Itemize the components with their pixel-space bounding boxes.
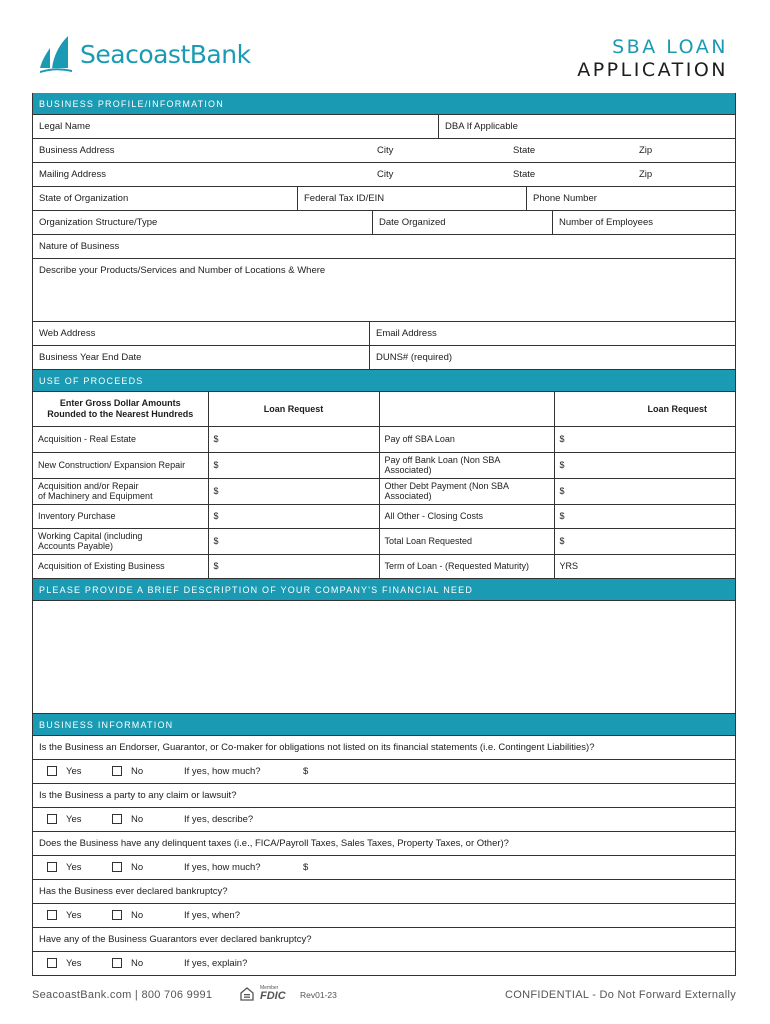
field-email-address[interactable] (369, 322, 735, 345)
proceeds-item-label (379, 426, 554, 452)
proceeds-row (33, 554, 735, 578)
checkbox-icon[interactable] (112, 766, 122, 776)
checkbox-icon[interactable] (112, 958, 122, 968)
proceeds-item-line-2: of Machinery and Equipment (38, 491, 153, 501)
field-date-organized[interactable] (372, 211, 552, 234)
yes-checkbox[interactable] (47, 862, 82, 873)
follow-up-prompt: If yes, how much? (184, 861, 261, 873)
follow-up-answer-field[interactable]: $ (303, 765, 309, 777)
field-business-address[interactable] (33, 139, 371, 162)
revision-code: Rev01-23 (300, 990, 337, 1000)
proceeds-amount-field[interactable] (554, 452, 735, 478)
yes-checkbox[interactable] (47, 910, 82, 921)
loan-request-header-left: Loan Request (208, 392, 379, 426)
no-checkbox[interactable] (112, 958, 143, 969)
proceeds-item-label (33, 478, 208, 504)
checkbox-icon[interactable] (47, 766, 57, 776)
financial-need-textarea[interactable] (33, 601, 735, 714)
instructions-line-1: Enter Gross Dollar Amounts (59, 398, 181, 409)
proceeds-item-line-1: Pay off Bank Loan (Non SBA (384, 454, 501, 465)
proceeds-item-label (33, 554, 208, 578)
proceeds-instructions (33, 392, 208, 426)
no-checkbox-label: No (131, 813, 144, 825)
question-options (33, 904, 735, 928)
proceeds-row (33, 528, 735, 554)
checkbox-icon[interactable] (112, 814, 122, 824)
proceeds-item-line-1: Term of Loan - (Requested Maturity) (384, 560, 530, 571)
use-of-proceeds-table (33, 392, 735, 579)
question-text: Has the Business ever declared bankruptcy? (33, 880, 735, 904)
proceeds-item-line-1: Total Loan Requested (384, 535, 473, 546)
proceeds-item-line-1: Working Capital (including (38, 530, 143, 541)
yes-checkbox-label: Yes (66, 813, 82, 825)
proceeds-amount-field[interactable] (554, 504, 735, 528)
yes-checkbox-label: Yes (66, 957, 82, 969)
city-label: City (377, 169, 394, 180)
federal-tax-id-label: Federal Tax ID/EIN (304, 193, 385, 204)
proceeds-amount-field[interactable] (208, 504, 379, 528)
follow-up-answer-field[interactable]: $ (303, 861, 309, 873)
web-address-label: Web Address (39, 328, 96, 339)
no-checkbox[interactable] (112, 766, 143, 777)
no-checkbox[interactable] (112, 862, 143, 873)
field-mailing-state[interactable] (507, 163, 633, 186)
state-label: State (513, 145, 536, 156)
row-year-end (33, 346, 735, 370)
number-of-employees-label: Number of Employees (559, 217, 653, 228)
follow-up-prompt: If yes, describe? (184, 813, 254, 825)
zip-label: Zip (639, 169, 653, 180)
field-dba[interactable] (438, 115, 735, 138)
dollar-sign: $ (559, 511, 565, 521)
checkbox-icon[interactable] (47, 910, 57, 920)
follow-up-prompt: If yes, explain? (184, 957, 248, 969)
field-phone-number[interactable] (526, 187, 735, 210)
proceeds-item-line-2: Associated) (384, 491, 432, 501)
title-line-1: SBA LOAN (612, 36, 728, 58)
question-text: Does the Business have any delinquent taxes (i.e., FICA/Payroll Taxes, Sales Taxes, Property Taxes, or Other)? (33, 832, 735, 856)
duns-label: DUNS# (required) (376, 352, 453, 363)
section-header-financial-need: PLEASE PROVIDE A BRIEF DESCRIPTION OF YOUR COMPANY'S FINANCIAL NEED (33, 579, 735, 601)
application-form (32, 93, 736, 976)
describe-products-label: Describe your Products/Services and Number of Locations & Where (39, 265, 326, 276)
business-address-label: Business Address (39, 145, 115, 156)
yes-checkbox[interactable] (47, 814, 82, 825)
dollar-sign: $ (213, 511, 219, 521)
dollar-sign: $ (559, 486, 565, 496)
proceeds-item-label (33, 528, 208, 554)
fdic-label: FDIC (260, 990, 286, 1002)
proceeds-row (33, 426, 735, 452)
page-footer (32, 986, 736, 1006)
checkbox-icon[interactable] (112, 910, 122, 920)
row-business-address (33, 139, 735, 163)
row-state-organization (33, 187, 735, 211)
proceeds-item-line-1: All Other - Closing Costs (384, 510, 484, 521)
field-describe-products[interactable] (33, 259, 735, 321)
question-options (33, 760, 735, 784)
equal-housing-lender-icon (240, 987, 254, 1004)
yes-checkbox-label: Yes (66, 909, 82, 921)
section-header-use-of-proceeds: USE OF PROCEEDS (33, 370, 735, 392)
proceeds-amount-field[interactable] (554, 528, 735, 554)
application-title (577, 36, 728, 82)
state-of-organization-label: State of Organization (39, 193, 129, 204)
dollar-sign: $ (213, 486, 219, 496)
proceeds-amount-field[interactable] (208, 452, 379, 478)
business-information-questions (33, 736, 735, 976)
dollar-sign: $ (213, 536, 219, 546)
proceeds-header-blank (379, 392, 554, 426)
yes-checkbox[interactable] (47, 766, 82, 777)
proceeds-amount-field[interactable] (554, 426, 735, 452)
date-organized-label: Date Organized (379, 217, 446, 228)
proceeds-item-label (379, 452, 554, 478)
no-checkbox-label: No (131, 909, 144, 921)
field-legal-name[interactable] (33, 115, 438, 138)
row-describe-products (33, 259, 735, 322)
field-organization-structure[interactable] (33, 211, 372, 234)
section-header-business-profile: BUSINESS PROFILE/INFORMATION (33, 93, 735, 115)
yes-checkbox-label: Yes (66, 765, 82, 777)
proceeds-amount-field[interactable] (208, 554, 379, 578)
checkbox-icon[interactable] (47, 814, 57, 824)
no-checkbox[interactable] (112, 814, 143, 825)
proceeds-amount-field[interactable] (208, 528, 379, 554)
field-nature-of-business[interactable] (33, 235, 735, 258)
state-label: State (513, 169, 536, 180)
proceeds-item-line-1: Acquisition of Existing Business (38, 560, 165, 571)
question-text: Is the Business an Endorser, Guarantor, or Co-maker for obligations not listed on its financial statements (i.e. Contingent Liabilities)? (33, 736, 735, 760)
business-year-end-label: Business Year End Date (39, 352, 142, 363)
proceeds-item-label (379, 478, 554, 504)
proceeds-row (33, 452, 735, 478)
city-label: City (377, 145, 394, 156)
proceeds-item-line-1: New Construction/ Expansion Repair (38, 459, 186, 470)
dollar-sign: $ (213, 561, 219, 571)
proceeds-item-label (379, 504, 554, 528)
proceeds-item-line-1: Acquisition - Real Estate (38, 433, 137, 444)
no-checkbox-label: No (131, 765, 144, 777)
yes-checkbox-label: Yes (66, 861, 82, 873)
proceeds-amount-field[interactable] (554, 478, 735, 504)
no-checkbox[interactable] (112, 910, 143, 921)
field-web-address[interactable] (33, 322, 369, 345)
question-text: Is the Business a party to any claim or lawsuit? (33, 784, 735, 808)
field-business-state[interactable] (507, 139, 633, 162)
proceeds-item-line-2: Accounts Payable) (38, 541, 114, 551)
proceeds-item-line-1: Pay off SBA Loan (384, 433, 455, 444)
dollar-sign: $ (559, 434, 565, 444)
fdic-member-label: Member (260, 985, 279, 991)
dollar-sign: $ (213, 434, 219, 444)
proceeds-item-label (379, 554, 554, 578)
row-mailing-address (33, 163, 735, 187)
question-options (33, 808, 735, 832)
footer-confidential: CONFIDENTIAL - Do Not Forward Externally (504, 989, 736, 1001)
proceeds-row (33, 504, 735, 528)
question-options (33, 856, 735, 880)
field-number-of-employees[interactable] (552, 211, 735, 234)
fdic-logo (260, 985, 286, 1002)
zip-label: Zip (639, 145, 653, 156)
section-header-business-information: BUSINESS INFORMATION (33, 714, 735, 736)
page-header (0, 0, 770, 92)
proceeds-amount-field[interactable] (208, 478, 379, 504)
proceeds-header-row (33, 392, 735, 426)
yes-checkbox[interactable] (47, 958, 82, 969)
organization-structure-label: Organization Structure/Type (39, 217, 158, 228)
field-business-zip[interactable] (633, 139, 735, 162)
bank-logo (38, 34, 251, 74)
proceeds-item-line-2: Associated) (384, 465, 432, 475)
question-text: Have any of the Business Guarantors ever declared bankruptcy? (33, 928, 735, 952)
question-options (33, 952, 735, 976)
checkbox-icon[interactable] (47, 862, 57, 872)
row-organization-structure (33, 211, 735, 235)
proceeds-item-line-1: Acquisition and/or Repair (38, 480, 139, 491)
checkbox-icon[interactable] (47, 958, 57, 968)
checkbox-icon[interactable] (112, 862, 122, 872)
proceeds-amount-field[interactable] (208, 426, 379, 452)
field-mailing-zip[interactable] (633, 163, 735, 186)
loan-term-years-field[interactable] (554, 554, 735, 578)
row-nature-of-business (33, 235, 735, 259)
mailing-address-label: Mailing Address (39, 169, 107, 180)
years-label: YRS (559, 561, 579, 571)
field-business-city[interactable] (371, 139, 507, 162)
field-mailing-address[interactable] (33, 163, 371, 186)
proceeds-row (33, 478, 735, 504)
proceeds-item-label (379, 528, 554, 554)
proceeds-item-label (33, 452, 208, 478)
dollar-sign: $ (559, 460, 565, 470)
title-line-2: APPLICATION (577, 59, 728, 81)
proceeds-item-label (33, 426, 208, 452)
dollar-sign: $ (559, 536, 565, 546)
proceeds-item-line-1: Other Debt Payment (Non SBA (384, 480, 510, 491)
email-address-label: Email Address (376, 328, 437, 339)
no-checkbox-label: No (131, 861, 144, 873)
nature-of-business-label: Nature of Business (39, 241, 120, 252)
no-checkbox-label: No (131, 957, 144, 969)
brand-name: SeacoastBank (80, 39, 251, 69)
dba-label: DBA If Applicable (445, 121, 518, 132)
field-federal-tax-id[interactable] (297, 187, 526, 210)
phone-number-label: Phone Number (533, 193, 597, 204)
field-state-of-organization[interactable] (33, 187, 297, 210)
field-duns[interactable] (369, 346, 735, 369)
loan-request-header-right: Loan Request (554, 392, 735, 426)
legal-name-label: Legal Name (39, 121, 91, 132)
instructions-line-2: Rounded to the Nearest Hundreds (47, 408, 194, 419)
row-legal-name (33, 115, 735, 139)
field-business-year-end[interactable] (33, 346, 369, 369)
sail-icon (38, 34, 78, 74)
row-web-address (33, 322, 735, 346)
field-mailing-city[interactable] (371, 163, 507, 186)
follow-up-prompt: If yes, when? (184, 909, 240, 921)
proceeds-item-line-1: Inventory Purchase (38, 510, 116, 521)
follow-up-prompt: If yes, how much? (184, 765, 261, 777)
dollar-sign: $ (213, 460, 219, 470)
footer-contact: SeacoastBank.com | 800 706 9991 (32, 989, 213, 1001)
proceeds-item-label (33, 504, 208, 528)
